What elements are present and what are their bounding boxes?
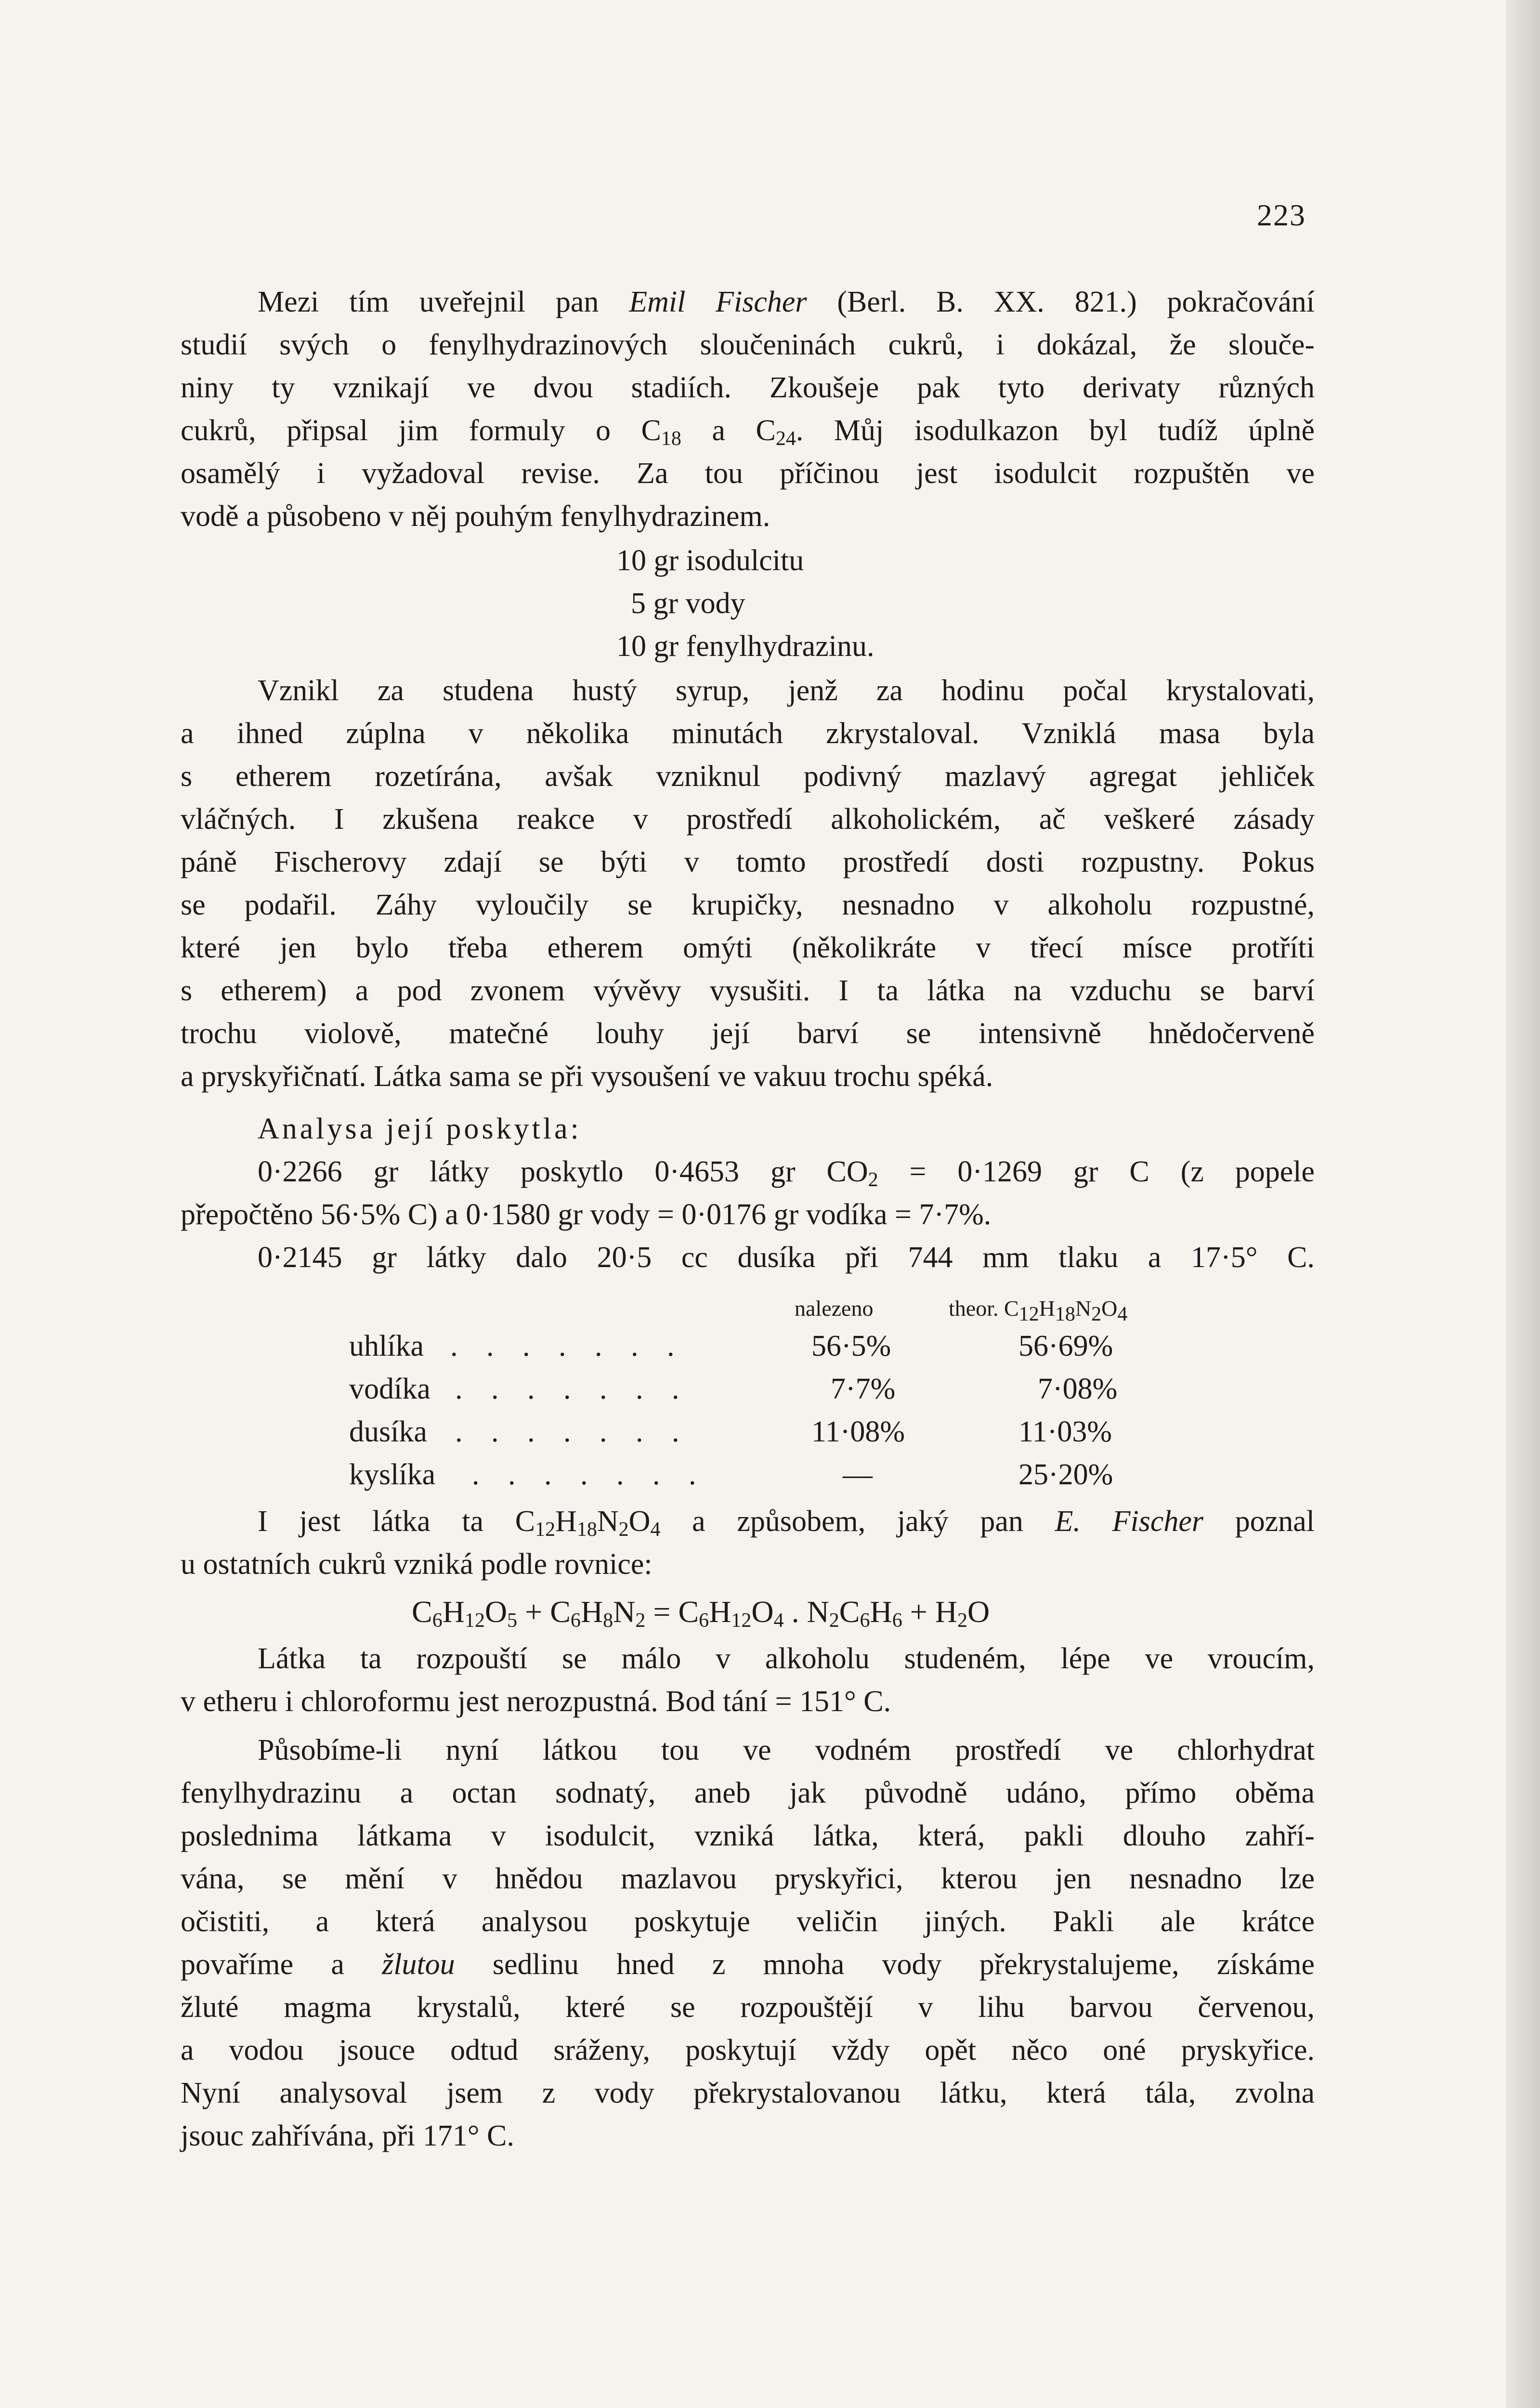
table-row: [181, 1329, 1315, 1372]
row-label: uhlíka: [349, 1330, 424, 1362]
paragraph-crystallization: [181, 669, 1315, 1098]
header-found: nalezeno: [795, 1296, 874, 1321]
text-line: Působíme-li nyní látkou tou ve vodném prostředí ve chlorhydrat: [258, 1734, 1315, 1767]
recipe-list: [181, 539, 1315, 668]
leader-dots: . . . . . . .: [450, 1330, 685, 1362]
text-line: vána, se mění v hnědou mazlavou pryskyřici, kterou jen nesnadno lze: [181, 1862, 1315, 1895]
text-line: cukrů, připsal jim formuly o $C_{18}$ a $C_{24}$. Můj isodulkazon byl tudíž úplně: [181, 414, 1315, 450]
text-line: páně Fischerovy zdají se býti v tomto prostředí dosti rozpustny. Pokus: [181, 846, 1315, 878]
text-line: v etheru i chloroformu jest nerozpustná. Bod tání = 151° C.: [181, 1685, 891, 1718]
row-found: —: [843, 1458, 873, 1491]
text-line: s etherem rozetírána, avšak vzniknul podivný mazlavý agregat jehliček: [181, 760, 1315, 793]
text-line: osamělý i vyžadoval revise. Za tou příčinou jest isodulcit rozpuštěn ve: [181, 457, 1315, 490]
table-row: [181, 1372, 1315, 1415]
leader-dots: . . . . . . .: [455, 1373, 690, 1405]
paragraph-solubility: [181, 1637, 1315, 1723]
text-line: s etherem) a pod zvonem vývěvy vysušiti. I ta látka na vzduchu se barví: [181, 974, 1315, 1007]
text-line: se podařil. Záhy vyloučily se krupičky, nesnadno v alkoholu rozpustné,: [181, 889, 1315, 921]
paragraph-intro: [181, 281, 1315, 538]
row-theor: 7·08%: [1038, 1373, 1118, 1405]
leader-dots: . . . . . . .: [472, 1458, 707, 1491]
row-label: dusíka: [349, 1415, 427, 1448]
row-theor: 11·03%: [1018, 1415, 1112, 1448]
row-found: 11·08%: [811, 1415, 905, 1448]
table-row: [181, 1458, 1315, 1501]
recipe-item: 10 gr isodulcitu: [616, 544, 804, 577]
header-theor: theor. $C_{12}H_{18}N_2O_4$: [949, 1296, 1128, 1325]
recipe-item: 5 gr vody: [631, 587, 745, 620]
text-line: Vznikl za studena hustý syrup, jenž za hodinu počal krystalovati,: [258, 674, 1315, 707]
text-line: u ostatních cukrů vzniká podle rovnice:: [181, 1548, 653, 1581]
text-line: 0·2266 gr látky poskytlo 0·4653 gr $CO_2 = 0\cdot 1269$ gr C (z popele: [258, 1155, 1315, 1191]
analysis-block: [181, 1108, 1315, 1279]
recipe-item: 10 gr fenylhydrazinu.: [616, 630, 874, 663]
text-line: a ihned zúplna v několika minutách zkrystaloval. Vzniklá masa byla: [181, 717, 1315, 750]
reaction-equation: $C_6H_{12}O_5 + C_6H_8N_2 = C_6H_{12}O_4$ . $N_2C_6H_6 + H_2O$: [412, 1595, 990, 1632]
leader-dots: . . . . . . .: [455, 1415, 690, 1448]
scan-edge: [1506, 0, 1540, 2408]
text-line: povaříme a žlutou sedlinu hned z mnoha vody překrystalujeme, získáme: [181, 1948, 1315, 1981]
text-line: jsouc zahřívána, při 171° C.: [181, 2120, 514, 2152]
row-found: 56·5%: [811, 1330, 891, 1362]
analysis-intro: Analysa její poskytla:: [258, 1112, 582, 1145]
paragraph-formula: [181, 1500, 1315, 1586]
text-line: niny ty vznikají ve dvou stadiích. Zkoušeje pak tyto derivaty různých: [181, 371, 1315, 404]
text-line: přepočtěno 56·5% C) a 0·1580 gr vody = 0·0176 gr vodíka = 7·7%.: [181, 1198, 992, 1231]
text-line: Mezi tím uveřejnil pan Emil Fischer (Berl. B. XX. 821.) pokračování: [258, 286, 1315, 318]
row-label: vodíka: [349, 1373, 431, 1405]
text-line: fenylhydrazinu a octan sodnatý, aneb jak původně udáno, přímo oběma: [181, 1777, 1315, 1809]
text-line: vodě a působeno v něj pouhým fenylhydrazinem.: [181, 500, 770, 533]
text-line: studií svých o fenylhydrazinových sloučeninách cukrů, i dokázal, že slouče-: [181, 328, 1315, 361]
text-line: očistiti, a která analysou poskytuje veličin jiných. Pakli ale krátce: [181, 1905, 1315, 1938]
row-theor: 25·20%: [1018, 1458, 1113, 1491]
text-line: I jest látka ta $C_{12}H_{18}N_2O_4$ a způsobem, jaký pan E. Fischer poznal: [258, 1505, 1315, 1541]
text-line: které jen bylo třeba etherem omýti (několikráte v třecí mísce protříti: [181, 931, 1315, 964]
text-line: trochu violově, matečné louhy její barví se intensivně hnědočerveně: [181, 1017, 1315, 1050]
table-row: [181, 1415, 1315, 1458]
text-line: vláčných. I zkušena reakce v prostředí alkoholickém, ač veškeré zásady: [181, 803, 1315, 836]
row-label: kyslíka: [349, 1458, 436, 1491]
text-line: a vodou jsouce odtud sráženy, poskytují vždy opět něco oné pryskyřice.: [181, 2034, 1315, 2067]
row-found: 7·7%: [831, 1373, 896, 1405]
text-line: Látka ta rozpouští se málo v alkoholu studeném, lépe ve vroucím,: [258, 1642, 1315, 1675]
text-line: 0·2145 gr látky dalo 20·5 cc dusíka při 744 mm tlaku a 17·5° C.: [258, 1241, 1315, 1274]
text-line: a pryskyřičnatí. Látka sama se při vysoušení ve vakuu trochu spéká.: [181, 1060, 993, 1093]
text-line: žluté magma krystalů, které se rozpouštějí v lihu barvou červenou,: [181, 1991, 1315, 2024]
page-number: 223: [1257, 198, 1306, 232]
row-theor: 56·69%: [1018, 1330, 1113, 1362]
text-line: Nyní analysoval jsem z vody překrystalovanou látku, která tála, zvolna: [181, 2077, 1315, 2109]
paragraph-chlorhydrate: [181, 1729, 1315, 2158]
text-line: poslednima látkama v isodulcit, vzniká látka, která, pakli dlouho zahří-: [181, 1819, 1315, 1852]
